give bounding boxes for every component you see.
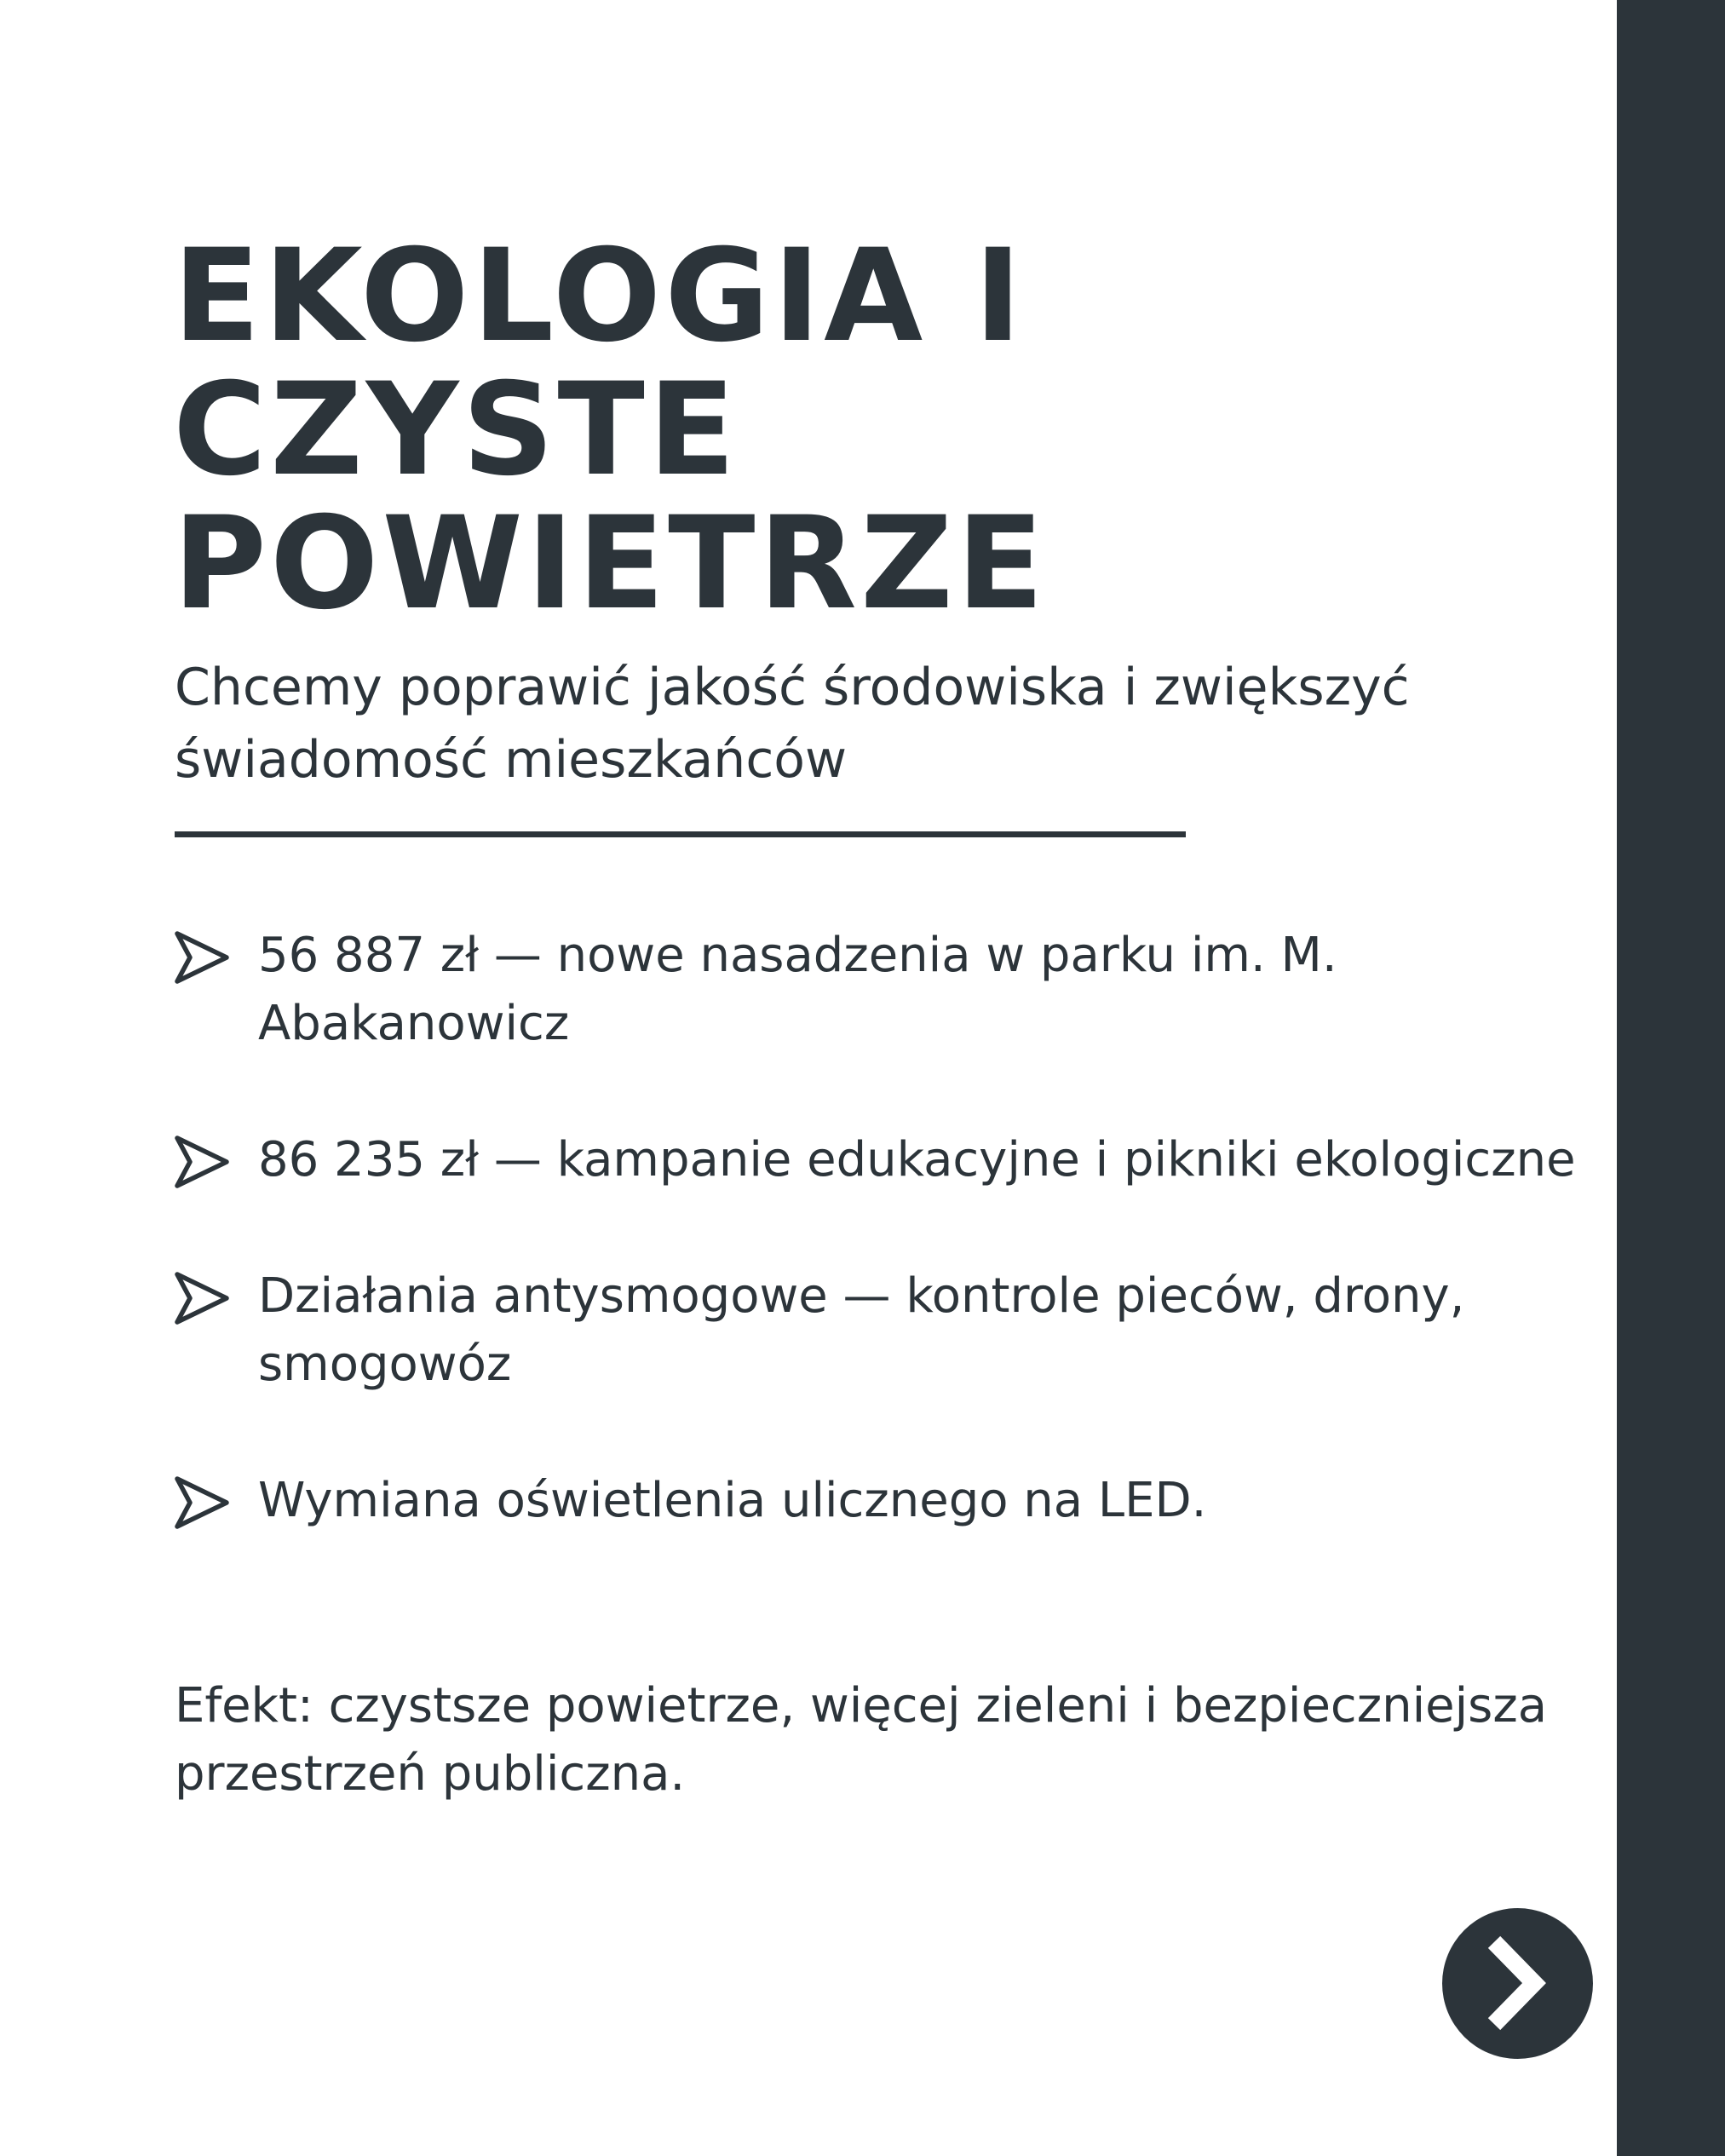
bullet-text: Wymiana oświetlenia ulicznego na LED. <box>258 1473 1207 1528</box>
next-button[interactable] <box>1442 1908 1593 2059</box>
title-line-3: POWIETRZE <box>173 490 1048 638</box>
side-bar <box>1617 0 1725 2156</box>
bullet-list <box>173 922 1604 1535</box>
send-arrow-icon <box>173 929 231 986</box>
list-item <box>173 1467 1604 1535</box>
title-line-1: EKOLOGIA I <box>173 222 1026 371</box>
divider <box>175 831 1186 837</box>
bullet-text: 86 235 zł — kampanie edukacyjne i pikniki ekologiczne <box>258 1132 1576 1187</box>
title-line-2: CZYSTE <box>173 356 739 504</box>
send-arrow-icon <box>173 1134 231 1190</box>
effect-text: Efekt: czystsze powietrze, więcej zieleni i bezpieczniejsza przestrzeń publiczna. <box>175 1678 1548 1802</box>
bullet-text: 56 887 zł — nowe nasadzenia w parku im. M. Abakanowicz <box>258 928 1337 1051</box>
bullet-text: Działania antysmogowe — kontrole pieców, drony, smogowóz <box>258 1268 1465 1392</box>
list-item <box>173 1262 1604 1399</box>
page-title <box>173 222 1451 638</box>
subtitle: Chcemy poprawić jakość środowiska i zwiększyć świadomość mieszkańców <box>175 658 1410 790</box>
list-item <box>173 922 1604 1058</box>
chevron-right-icon <box>1442 1908 1593 2059</box>
send-arrow-icon <box>173 1270 231 1326</box>
send-arrow-icon <box>173 1475 231 1531</box>
list-item <box>173 1126 1604 1194</box>
